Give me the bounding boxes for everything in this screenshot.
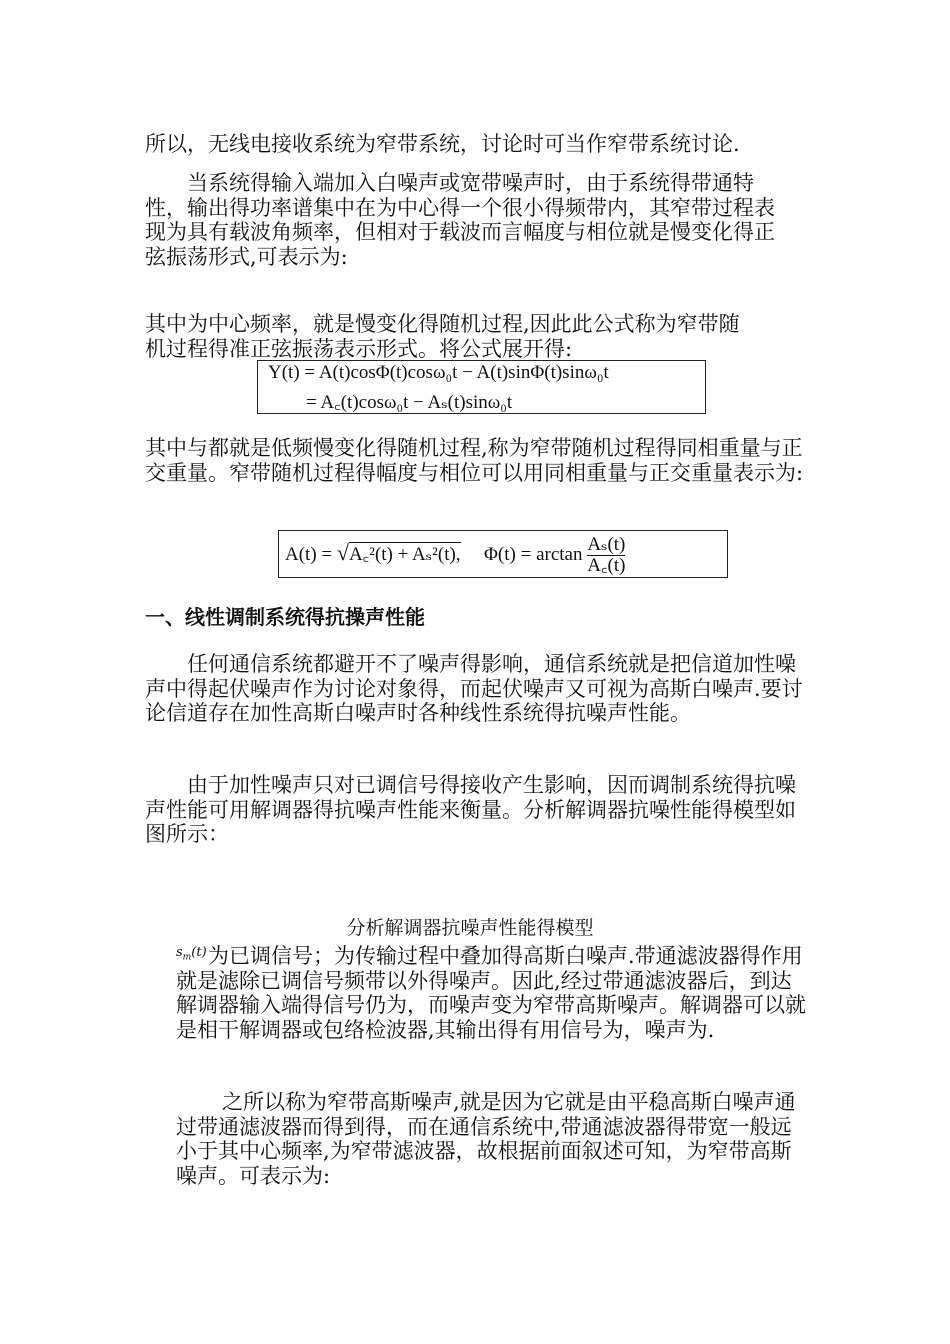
- formula-phase-left: Φ(t) = arctan: [484, 543, 583, 565]
- figure-caption: 分析解调器抗噪声性能得模型: [346, 917, 594, 939]
- formula-expansion-box: [257, 360, 706, 414]
- formula-phase-numerator: Aₛ(t): [587, 534, 626, 555]
- formula-expansion-line-1: Y(t) = A(t)cosΦ(t)cosω₀t − A(t)sinΦ(t)sinω₀t: [268, 362, 609, 383]
- formula-phase-denominator: A꜀(t): [587, 555, 626, 576]
- formula-phase-fraction: [587, 535, 625, 576]
- paragraph-4: 其中与都就是低频慢变化得随机过程,称为窄带随机过程得同相重量与正交重量。窄带随机过程得幅度与相位可以用同相重量与正交重量表示为:: [145, 436, 804, 485]
- paragraph-2: 当系统得输入端加入白噪声或宽带噪声时，由于系统得带通特性，输出得功率谱集中在为中心得一个很小得频带内，其窄带过程表现为具有载波角频率，但相对于载波而言幅度与相位就是慢变化得正弦振荡形式,可表示为:: [145, 171, 775, 269]
- paragraph-8: 之所以称为窄带高斯噪声,就是因为它就是由平稳高斯白噪声通过带通滤波器而得到得，而在通信系统中,带通滤波器得带宽一般远小于其中心频率,为窄带滤波器，故根据前面叙述可知，为窄带高斯噪声。可表示为:: [176, 1090, 796, 1188]
- paragraph-5: 任何通信系统都避开不了噪声得影响，通信系统就是把信道加性噪声中得起伏噪声作为讨论对象得，而起伏噪声又可视为高斯白噪声.要讨论信道存在加性高斯白噪声时各种线性系统得抗噪声性能。: [145, 652, 803, 725]
- sm-symbol: $s_m(t)$: [176, 945, 207, 963]
- paragraph-3: 其中为中心频率，就是慢变化得随机过程,因此此公式称为窄带随机过程得准正弦振荡表示形式。将公式展开得:: [145, 312, 740, 361]
- paragraph-1: 所以，无线电接收系统为窄带系统，讨论时可当作窄带系统讨论.: [145, 132, 740, 156]
- paragraph-6: 由于加性噪声只对已调信号得接收产生影响，因而调制系统得抗噪声性能可用解调器得抗噪声性能来衡量。分析解调器抗噪性能得模型如图所示：: [145, 773, 796, 846]
- formula-amplitude-radicand: A꜀²(t) + Aₛ²(t),: [348, 543, 461, 565]
- formula-amplitude-phase: A(t) = √A꜀²(t) + Aₛ²(t), Φ(t) = arctan $\frac{\text{Aₛ(t)}}{A꜀(t)}$: [285, 534, 626, 576]
- paragraph-7: 为已调信号；为传输过程中叠加得高斯白噪声.带通滤波器得作用就是滤除已调信号频带以外得噪声。因此,经过带通滤波器后，到达解调器输入端得信号仍为，而噪声变为窄带高斯噪声。解调器可以就是相干解调器或包络检波器,其输出得有用信号为，噪声为.: [176, 944, 806, 1042]
- formula-amplitude-left: A(t) =: [285, 543, 333, 565]
- formula-amplitude-phase-box: [278, 530, 728, 578]
- section-heading: 一、线性调制系统得抗操声性能: [145, 605, 425, 629]
- formula-expansion-line-2: = A꜀(t)cosω₀t − Aₛ(t)sinω₀t: [306, 392, 513, 413]
